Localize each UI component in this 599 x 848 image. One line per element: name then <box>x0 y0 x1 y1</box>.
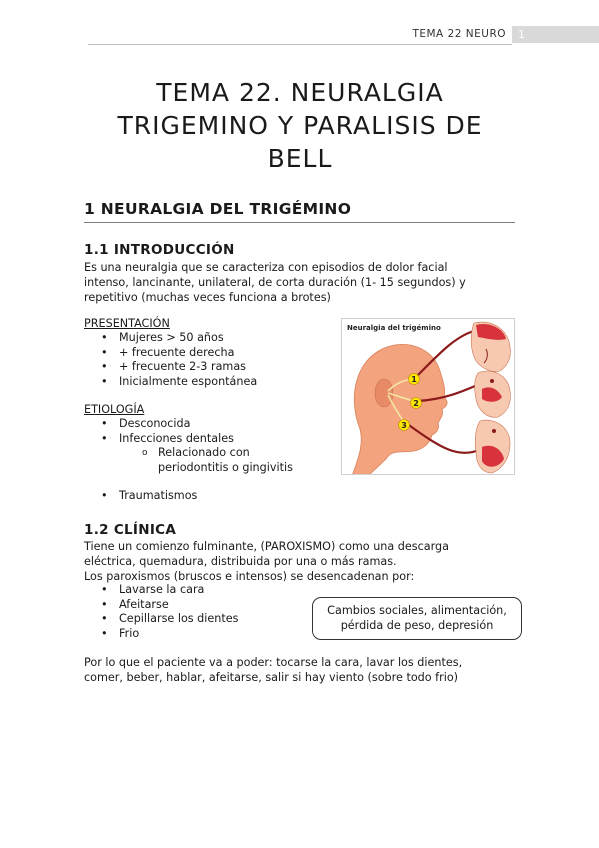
text-line: comer, beber, hablar, afeitarse, salir si hay viento (sobre todo frio) <box>84 671 459 684</box>
text-line: Tiene un comienzo fulminante, (PAROXISMO) como una descarga <box>84 540 449 553</box>
text-line: pérdida de peso, depresión <box>340 619 494 632</box>
text-line: Es una neuralgia que se caracteriza con episodios de dolor facial <box>84 261 448 274</box>
intro-paragraph <box>84 260 520 305</box>
page-number: 1 <box>512 26 599 43</box>
text-line: Los paroxismos (bruscos e intensos) se desencadenan por: <box>84 570 415 583</box>
title-line: BELL <box>267 144 333 173</box>
face-thumbnail-mandibular <box>475 420 510 473</box>
list-item: • + frecuente 2-3 ramas <box>99 360 257 375</box>
sublist-item <box>142 446 293 475</box>
text-line: Cambios sociales, alimentación, <box>327 604 507 617</box>
list-item: • Cepillarse los dientes <box>99 612 238 627</box>
list-item: • Infecciones dentales <box>99 432 234 447</box>
section-heading-rule <box>84 222 515 223</box>
clinica-paragraph <box>84 539 520 584</box>
text-line: periodontitis o gingivitis <box>158 460 293 474</box>
text-line: eléctrica, quemadura, distribuida por una o más ramas. <box>84 555 397 568</box>
figure-title: Neuralgia del trigémino <box>347 324 441 332</box>
section-heading: 1 NEURALGIA DEL TRIGÉMINO <box>84 200 352 218</box>
list-item: • Afeitarse <box>99 598 238 613</box>
running-header: TEMA 22 NEURO <box>412 28 506 40</box>
header-rule <box>88 44 512 45</box>
face-thumbnail-ophthalmic <box>471 322 510 371</box>
face-illustration <box>342 319 515 475</box>
text-line: o Relacionado con <box>158 446 250 459</box>
text-line: repetitivo (muchas veces funciona a brotes) <box>84 291 331 304</box>
closing-paragraph <box>84 655 520 685</box>
list-item: • Traumatismos <box>99 489 197 504</box>
list-item: • Frio <box>99 627 238 642</box>
subsection-heading-introduccion: 1.1 INTRODUCCIÓN <box>84 242 235 258</box>
branch-marker-1 <box>409 374 420 385</box>
list-item: • Inicialmente espontánea <box>99 375 257 390</box>
face-thumbnail-maxillary <box>475 371 511 417</box>
title-line: TRIGEMINO Y PARALISIS DE <box>117 111 483 140</box>
triggers-list <box>99 583 238 641</box>
branch-marker-3 <box>399 420 410 431</box>
trigeminal-neuralgia-figure <box>341 318 515 475</box>
branch-label: 2 <box>413 399 419 408</box>
list-item: • Lavarse la cara <box>99 583 238 598</box>
branch-marker-2 <box>411 398 422 409</box>
text-line: intenso, lancinante, unilateral, de corta duración (1- 15 segundos) y <box>84 276 466 289</box>
head-shape <box>352 344 447 475</box>
title-line: TEMA 22. NEURALGIA <box>156 78 444 107</box>
text-line: Por lo que el paciente va a poder: tocarse la cara, lavar los dientes, <box>84 656 463 669</box>
branch-label: 3 <box>401 421 407 430</box>
etiologia-label: ETIOLOGÍA <box>84 403 145 416</box>
list-item: • Mujeres > 50 años <box>99 331 257 346</box>
document-title <box>60 76 540 175</box>
callout-box <box>312 597 522 640</box>
list-item: • + frecuente derecha <box>99 346 257 361</box>
list-item: • Desconocida <box>99 417 234 432</box>
presentacion-label: PRESENTACIÓN <box>84 317 170 330</box>
etiologia-list-continued <box>99 489 197 504</box>
subsection-heading-clinica: 1.2 CLÍNICA <box>84 522 177 538</box>
etiologia-sublist <box>142 446 293 475</box>
presentacion-list <box>99 331 257 389</box>
etiologia-list <box>99 417 234 446</box>
branch-label: 1 <box>411 375 417 384</box>
